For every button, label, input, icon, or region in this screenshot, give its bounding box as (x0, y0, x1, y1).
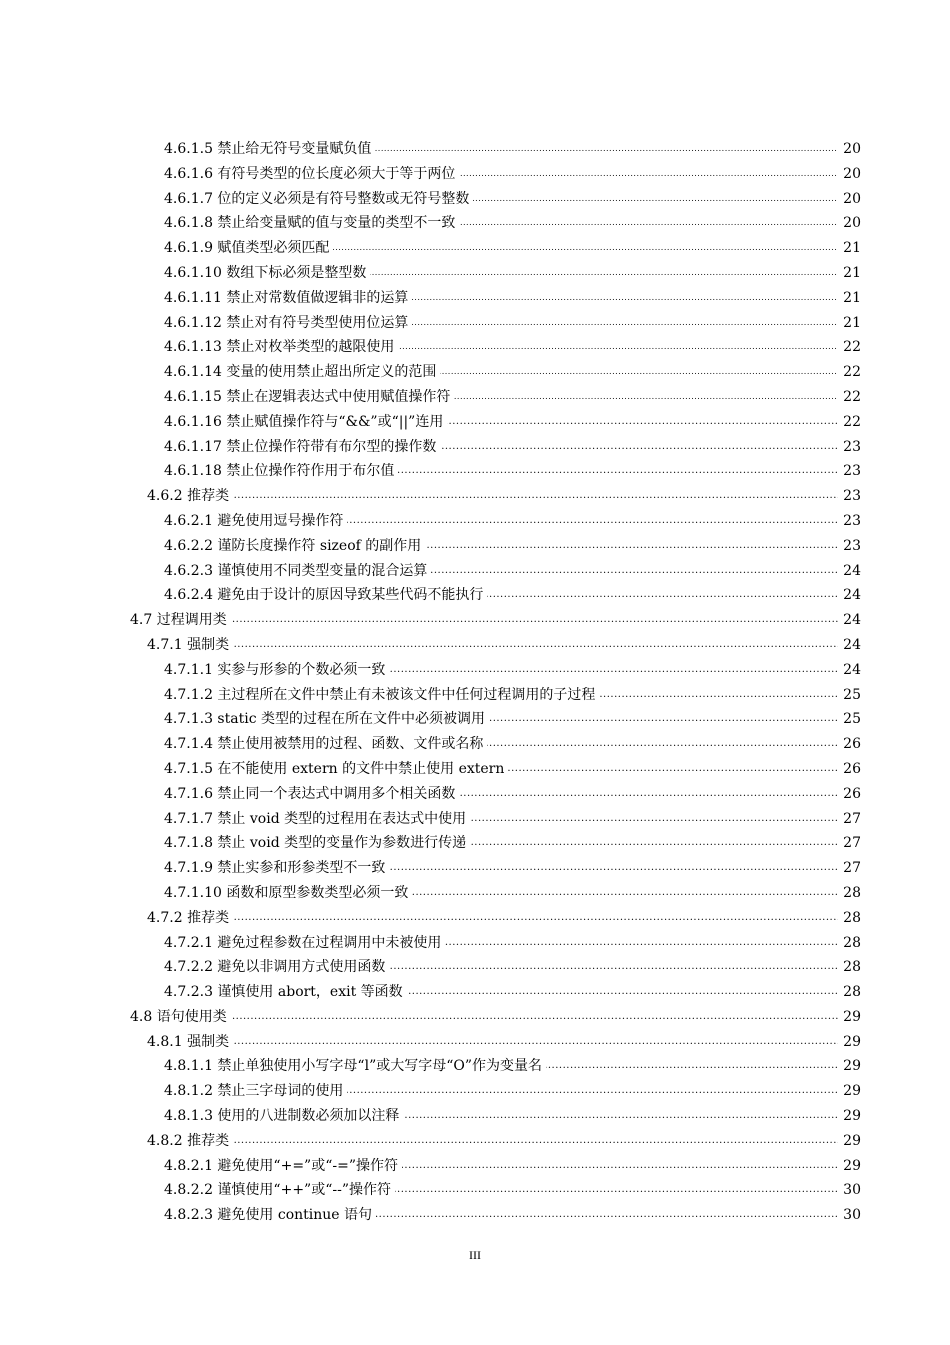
toc-entry-title: 4.7.1.1 实参与形参的个数必须一致 (164, 658, 389, 683)
toc-entry[interactable] (0, 980, 950, 1005)
toc-entry-page: 24 (843, 661, 861, 678)
toc-entry-page: 20 (843, 165, 861, 182)
toc-entry[interactable] (0, 683, 950, 708)
toc-entry[interactable] (0, 534, 950, 559)
toc-entry[interactable] (0, 410, 950, 435)
toc-entry-title: 4.6.1.11 禁止对常数值做逻辑非的运算 (164, 286, 412, 311)
toc-entry-page: 21 (843, 289, 861, 306)
toc-entry-page: 29 (843, 1033, 861, 1050)
toc-entry[interactable] (0, 906, 950, 931)
toc-entry-page: 25 (843, 711, 861, 728)
toc-entry-title: 4.7.1.8 禁止 void 类型的变量作为参数进行传递 (164, 831, 470, 856)
toc-entry-title: 4.7.2.1 避免过程参数在过程调用中未被使用 (164, 931, 445, 956)
toc-entry-page: 20 (843, 215, 861, 232)
toc-entry-page: 24 (843, 636, 861, 653)
toc-entry-page: 21 (843, 240, 861, 257)
toc-entry[interactable] (0, 881, 950, 906)
toc-entry-page: 24 (843, 562, 861, 579)
toc-entry-title: 4.6.1.12 禁止对有符号类型使用位运算 (164, 311, 412, 336)
toc-entry[interactable] (0, 1030, 950, 1055)
toc-entry-page: 29 (843, 1083, 861, 1100)
toc-entry[interactable] (0, 162, 950, 187)
toc-entry-title: 4.6.2.3 谨慎使用不同类型变量的混合运算 (164, 559, 431, 584)
toc-entry-title: 4.7.1.10 函数和原型参数类型必须一致 (164, 881, 412, 906)
toc-entry-page: 29 (843, 1008, 861, 1025)
toc-entry[interactable] (0, 1129, 950, 1154)
dot-leader (160, 484, 838, 509)
toc-entry-title: 4.8.1 强制类 (147, 1030, 233, 1055)
toc-entry-title: 4.6.1.13 禁止对枚举类型的越限使用 (164, 335, 398, 360)
toc-entry-page: 29 (843, 1058, 861, 1075)
toc-entry-title: 4.8.2.2 谨慎使用“++”或“--”操作符 (164, 1178, 395, 1203)
toc-entry-page: 27 (843, 835, 861, 852)
toc-entry[interactable] (0, 782, 950, 807)
toc-entry[interactable] (0, 1203, 950, 1228)
toc-entry-title: 4.7.2.3 谨慎使用 abort，exit 等函数 (164, 980, 407, 1005)
toc-entry[interactable] (0, 335, 950, 360)
toc-entry-title: 4.6.1.6 有符号类型的位长度必须大于等于两位 (164, 162, 459, 187)
toc-entry[interactable] (0, 807, 950, 832)
toc-entry-title: 4.7.1 强制类 (147, 633, 233, 658)
toc-entry-page: 28 (843, 934, 861, 951)
toc-entry-title: 4.8.2.3 避免使用 continue 语句 (164, 1203, 376, 1228)
toc-entry-title: 4.6.1.15 禁止在逻辑表达式中使用赋值操作符 (164, 385, 454, 410)
toc-entry[interactable] (0, 261, 950, 286)
toc-entry-page: 21 (843, 314, 861, 331)
toc-entry[interactable] (0, 658, 950, 683)
dot-leader (140, 608, 838, 633)
toc-entry-page: 27 (843, 860, 861, 877)
toc-entry[interactable] (0, 187, 950, 212)
toc-entry-page: 20 (843, 141, 861, 157)
toc-entry[interactable] (0, 608, 950, 633)
toc-entry-page: 27 (843, 810, 861, 827)
toc-entry[interactable] (0, 707, 950, 732)
toc-entry-page: 28 (843, 984, 861, 1001)
toc-entry-title: 4.7.2 推荐类 (147, 906, 233, 931)
toc-entry-page: 26 (843, 785, 861, 802)
toc-entry-title: 4.7.1.2 主过程所在文件中禁止有未被该文件中任何过程调用的子过程 (164, 683, 599, 708)
dot-leader (160, 1129, 838, 1154)
toc-entry-title: 4.7.1.3 static 类型的过程在所在文件中必须被调用 (164, 707, 489, 732)
toc-entry-title: 4.7.1.5 在不能使用 extern 的文件中禁止使用 extern (164, 757, 508, 782)
toc-entry-page: 20 (843, 190, 861, 207)
toc-entry-title: 4.7.1.9 禁止实参和形参类型不一致 (164, 856, 389, 881)
toc-entry-title: 4.6.2.4 避免由于设计的原因导致某些代码不能执行 (164, 583, 487, 608)
toc-entry[interactable] (0, 1104, 950, 1129)
toc-entry[interactable] (0, 236, 950, 261)
toc-entry-title: 4.8 语句使用类 (130, 1005, 231, 1030)
toc-entry-page: 24 (843, 587, 861, 604)
toc-entry-page: 28 (843, 909, 861, 926)
toc-entry[interactable] (0, 559, 950, 584)
toc-entry-title: 4.7.2.2 避免以非调用方式使用函数 (164, 955, 389, 980)
toc-entry[interactable] (0, 856, 950, 881)
toc-entry[interactable] (0, 931, 950, 956)
toc-entry-title: 4.8.2 推荐类 (147, 1129, 233, 1154)
toc-entry-title: 4.7.1.7 禁止 void 类型的过程用在表达式中使用 (164, 807, 470, 832)
toc-entry-title: 4.7 过程调用类 (130, 608, 231, 633)
toc-entry-page: 23 (843, 463, 861, 480)
table-of-contents (0, 137, 950, 1228)
page-number: III (469, 1248, 481, 1262)
toc-entry-page: 23 (843, 537, 861, 554)
toc-entry-page: 23 (843, 512, 861, 529)
toc-entry[interactable] (0, 732, 950, 757)
toc-entry-page: 23 (843, 438, 861, 455)
toc-entry[interactable] (0, 385, 950, 410)
toc-entry[interactable] (0, 484, 950, 509)
toc-entry-page: 30 (843, 1182, 861, 1199)
toc-entry-page: 22 (843, 339, 861, 356)
toc-entry-page: 29 (843, 1157, 861, 1174)
toc-entry-page: 24 (843, 612, 861, 629)
toc-entry-title: 4.6.2.2 谨防长度操作符 sizeof 的副作用 (164, 534, 425, 559)
toc-entry-title: 4.6.1.10 数组下标必须是整型数 (164, 261, 370, 286)
toc-entry-page: 21 (843, 264, 861, 281)
toc-entry[interactable] (0, 1154, 950, 1179)
toc-entry-page: 22 (843, 413, 861, 430)
toc-entry[interactable] (0, 435, 950, 460)
toc-entry-title: 4.7.1.4 禁止使用被禁用的过程、函数、文件或名称 (164, 732, 487, 757)
toc-entry-title: 4.6.1.17 禁止位操作符带有布尔型的操作数 (164, 435, 440, 460)
toc-entry-title: 4.7.1.6 禁止同一个表达式中调用多个相关函数 (164, 782, 459, 807)
toc-entry-page: 26 (843, 736, 861, 753)
toc-entry[interactable] (0, 286, 950, 311)
toc-entry[interactable] (0, 459, 950, 484)
toc-entry[interactable] (0, 1178, 950, 1203)
toc-entry-title: 4.8.1.1 禁止单独使用小写字母“l”或大写字母“O”作为变量名 (164, 1054, 546, 1079)
toc-entry-page: 25 (843, 686, 861, 703)
toc-entry-title: 4.6.1.18 禁止位操作符作用于布尔值 (164, 459, 398, 484)
toc-entry[interactable] (0, 583, 950, 608)
toc-entry-page: 28 (843, 884, 861, 901)
toc-entry-page: 29 (843, 1108, 861, 1125)
dot-leader (160, 633, 838, 658)
toc-entry[interactable] (0, 137, 950, 162)
toc-entry-title: 4.6.1.16 禁止赋值操作符与“&&”或“||”连用 (164, 410, 447, 435)
toc-entry-title: 4.6.1.9 赋值类型必须匹配 (164, 236, 333, 261)
toc-entry-page: 29 (843, 1132, 861, 1149)
toc-entry-page: 28 (843, 959, 861, 976)
toc-entry-page: 26 (843, 760, 861, 777)
toc-entry-page: 22 (843, 364, 861, 381)
toc-entry[interactable] (0, 1005, 950, 1030)
toc-entry-title: 4.6.2.1 避免使用逗号操作符 (164, 509, 347, 534)
toc-entry-title: 4.6.1.14 变量的使用禁止超出所定义的范围 (164, 360, 440, 385)
toc-entry-title: 4.6.1.5 禁止给无符号变量赋负值 (164, 137, 375, 162)
toc-entry[interactable] (0, 633, 950, 658)
dot-leader (160, 1030, 838, 1055)
toc-entry-page: 23 (843, 488, 861, 505)
toc-entry-title: 4.8.2.1 避免使用“+=”或“-=”操作符 (164, 1154, 402, 1179)
dot-leader (140, 1005, 838, 1030)
toc-entry-page: 22 (843, 388, 861, 405)
toc-entry-title: 4.8.1.3 使用的八进制数必须加以注释 (164, 1104, 403, 1129)
toc-entry[interactable] (0, 1054, 950, 1079)
toc-entry-title: 4.6.1.7 位的定义必须是有符号整数或无符号整数 (164, 187, 473, 212)
dot-leader (160, 906, 838, 931)
toc-entry[interactable] (0, 757, 950, 782)
toc-entry[interactable] (0, 311, 950, 336)
toc-entry-page: 30 (843, 1207, 861, 1224)
toc-entry[interactable] (0, 211, 950, 236)
toc-entry[interactable] (0, 1079, 950, 1104)
toc-entry[interactable] (0, 955, 950, 980)
toc-entry-title: 4.6.2 推荐类 (147, 484, 233, 509)
toc-entry[interactable] (0, 509, 950, 534)
toc-entry-title: 4.6.1.8 禁止给变量赋的值与变量的类型不一致 (164, 211, 459, 236)
toc-entry[interactable] (0, 360, 950, 385)
toc-entry[interactable] (0, 831, 950, 856)
toc-entry-title: 4.8.1.2 禁止三字母词的使用 (164, 1079, 347, 1104)
